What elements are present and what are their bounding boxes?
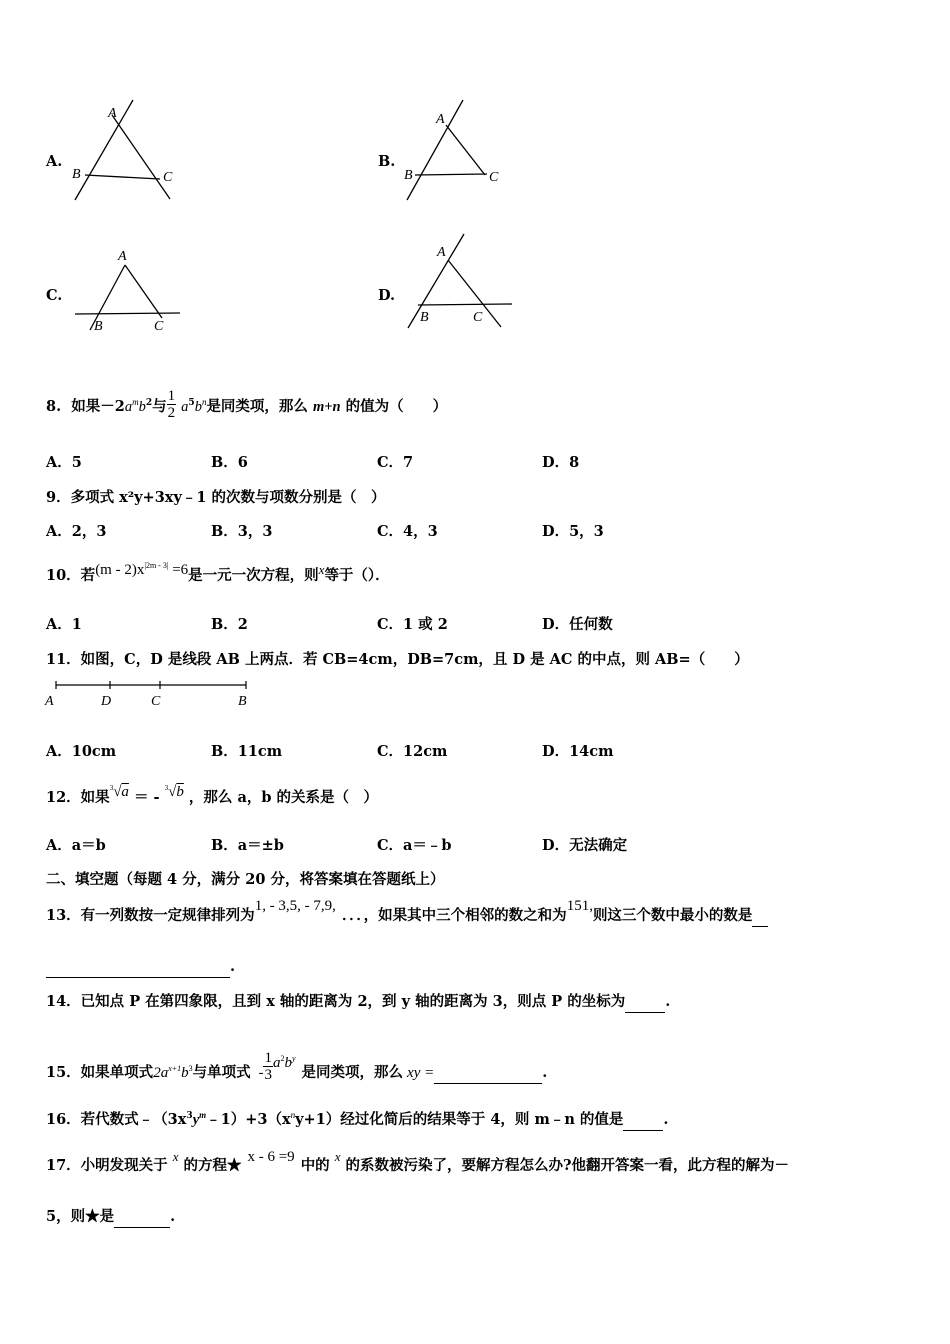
fig-d-point-a: A [437, 245, 446, 260]
fraction-half: $\frac{1}{2}$ [167, 388, 176, 421]
seg-point-d: D [101, 694, 112, 709]
option-d-label: D. [378, 287, 396, 304]
seg-point-b: B [238, 694, 247, 709]
q8-option-d[interactable]: D．8 [542, 454, 580, 471]
question-10: 10．若$(m - 2)x^{|2m - 3|} =6$是一元一次方程，则x等于（）． [46, 561, 390, 584]
q10-option-c[interactable]: C．1 或 2 [377, 616, 448, 633]
question-9: 9．多项式 x²y+3xy﹣1 的次数与项数分别是（ ） [46, 489, 386, 506]
q8-option-b[interactable]: B．6 [211, 454, 248, 471]
q9-option-c[interactable]: C．4，3 [377, 523, 438, 540]
q10-option-a[interactable]: A．1 [46, 616, 82, 633]
question-14: 14．已知点 P 在第四象限，且到 x 轴的距离为 2，到 y 轴的距离为 3，则点 P 的坐标为 . [46, 992, 670, 1013]
question-17-line-2: 5，则★是 . [46, 1207, 175, 1228]
question-17: 17．小明发现关于x的方程★ x - 6 =9 中的x的系数被污染了，要解方程怎么办?他翻开答案一看，此方程的解为－ [46, 1149, 789, 1174]
q12-option-a[interactable]: A．a＝b [46, 837, 106, 854]
option-a-label: A. [46, 153, 63, 170]
fig-b-point-c: C [489, 170, 499, 185]
q12-option-d[interactable]: D．无法确定 [542, 837, 628, 854]
fig-b-point-a: A [436, 112, 445, 127]
fig-c-point-c: C [154, 319, 164, 334]
q10-option-b[interactable]: B．2 [211, 616, 248, 633]
option-c-label: C. [46, 287, 63, 304]
seg-point-a: A [45, 694, 54, 709]
q11-option-a[interactable]: A．10cm [46, 743, 117, 760]
option-b-label: B. [378, 153, 396, 170]
segment-figure [44, 678, 259, 710]
question-8: 8. 如果$-2a^mb^2$与 $\frac{1}{2}$ $a^5b^n$是同类项，那么 m+n 的值为（ ） [46, 388, 448, 421]
q12-option-c[interactable]: C．a＝﹣b [377, 837, 452, 854]
triangle-figure-d [400, 230, 520, 335]
q12-option-b[interactable]: B．a＝±b [211, 837, 284, 854]
q8-option-c[interactable]: C．7 [377, 454, 414, 471]
q11-option-c[interactable]: C．12cm [377, 743, 448, 760]
q8-option-a[interactable]: A．5 [46, 454, 82, 471]
fig-d-point-b: B [420, 310, 429, 325]
question-15: 15．如果单项式$2a^{x+1}b^3$与单项式 - $\frac{1}{3}$ $a^2b^y$是同类项，那么 xy = . [46, 1050, 548, 1083]
q10-option-d[interactable]: D．任何数 [542, 616, 613, 633]
fig-d-point-c: C [473, 310, 483, 325]
fig-a-point-c: C [163, 170, 173, 185]
triangle-figure-c [70, 240, 190, 335]
question-16: 16．若代数式$﹣(3x^3y^m﹣1)+3(x^ny+1)$经过化简后的结果等于 4，则 m﹣n 的值是 . [46, 1110, 668, 1131]
fig-a-point-b: B [72, 167, 81, 182]
question-12: 12．如果$^3$√a ＝ - $^3$√b ，那么 a，b 的关系是（ ） [46, 784, 379, 806]
triangle-figure-a [60, 95, 200, 205]
fig-b-point-b: B [404, 168, 413, 183]
seg-point-c: C [151, 694, 161, 709]
q13-answer-line[interactable]: . [46, 957, 235, 978]
fig-c-point-a: A [118, 249, 127, 264]
q9-option-d[interactable]: D．5，3 [542, 523, 604, 540]
q9-option-b[interactable]: B．3，3 [211, 523, 273, 540]
q11-option-d[interactable]: D．14cm [542, 743, 614, 760]
section-2-heading: 二、填空题（每题 4 分，满分 20 分，将答案填在答题纸上） [46, 871, 445, 888]
fig-c-point-b: B [94, 319, 103, 334]
triangle-figure-b [395, 95, 515, 205]
q11-option-b[interactable]: B．11cm [211, 743, 283, 760]
q9-option-a[interactable]: A．2，3 [46, 523, 107, 540]
question-11: 11．如图，C，D 是线段 AB 上两点．若 CB=4cm，DB=7cm，且 D 是 AC 的中点，则 AB=（ ） [46, 651, 749, 668]
fig-a-point-a: A [108, 106, 117, 121]
question-13: 13．有一列数按一定规律排列为1, - 3,5, - 7,9,．．．，如果其中三个相邻的数之和为151,则这三个数中最小的数是 [46, 906, 768, 927]
